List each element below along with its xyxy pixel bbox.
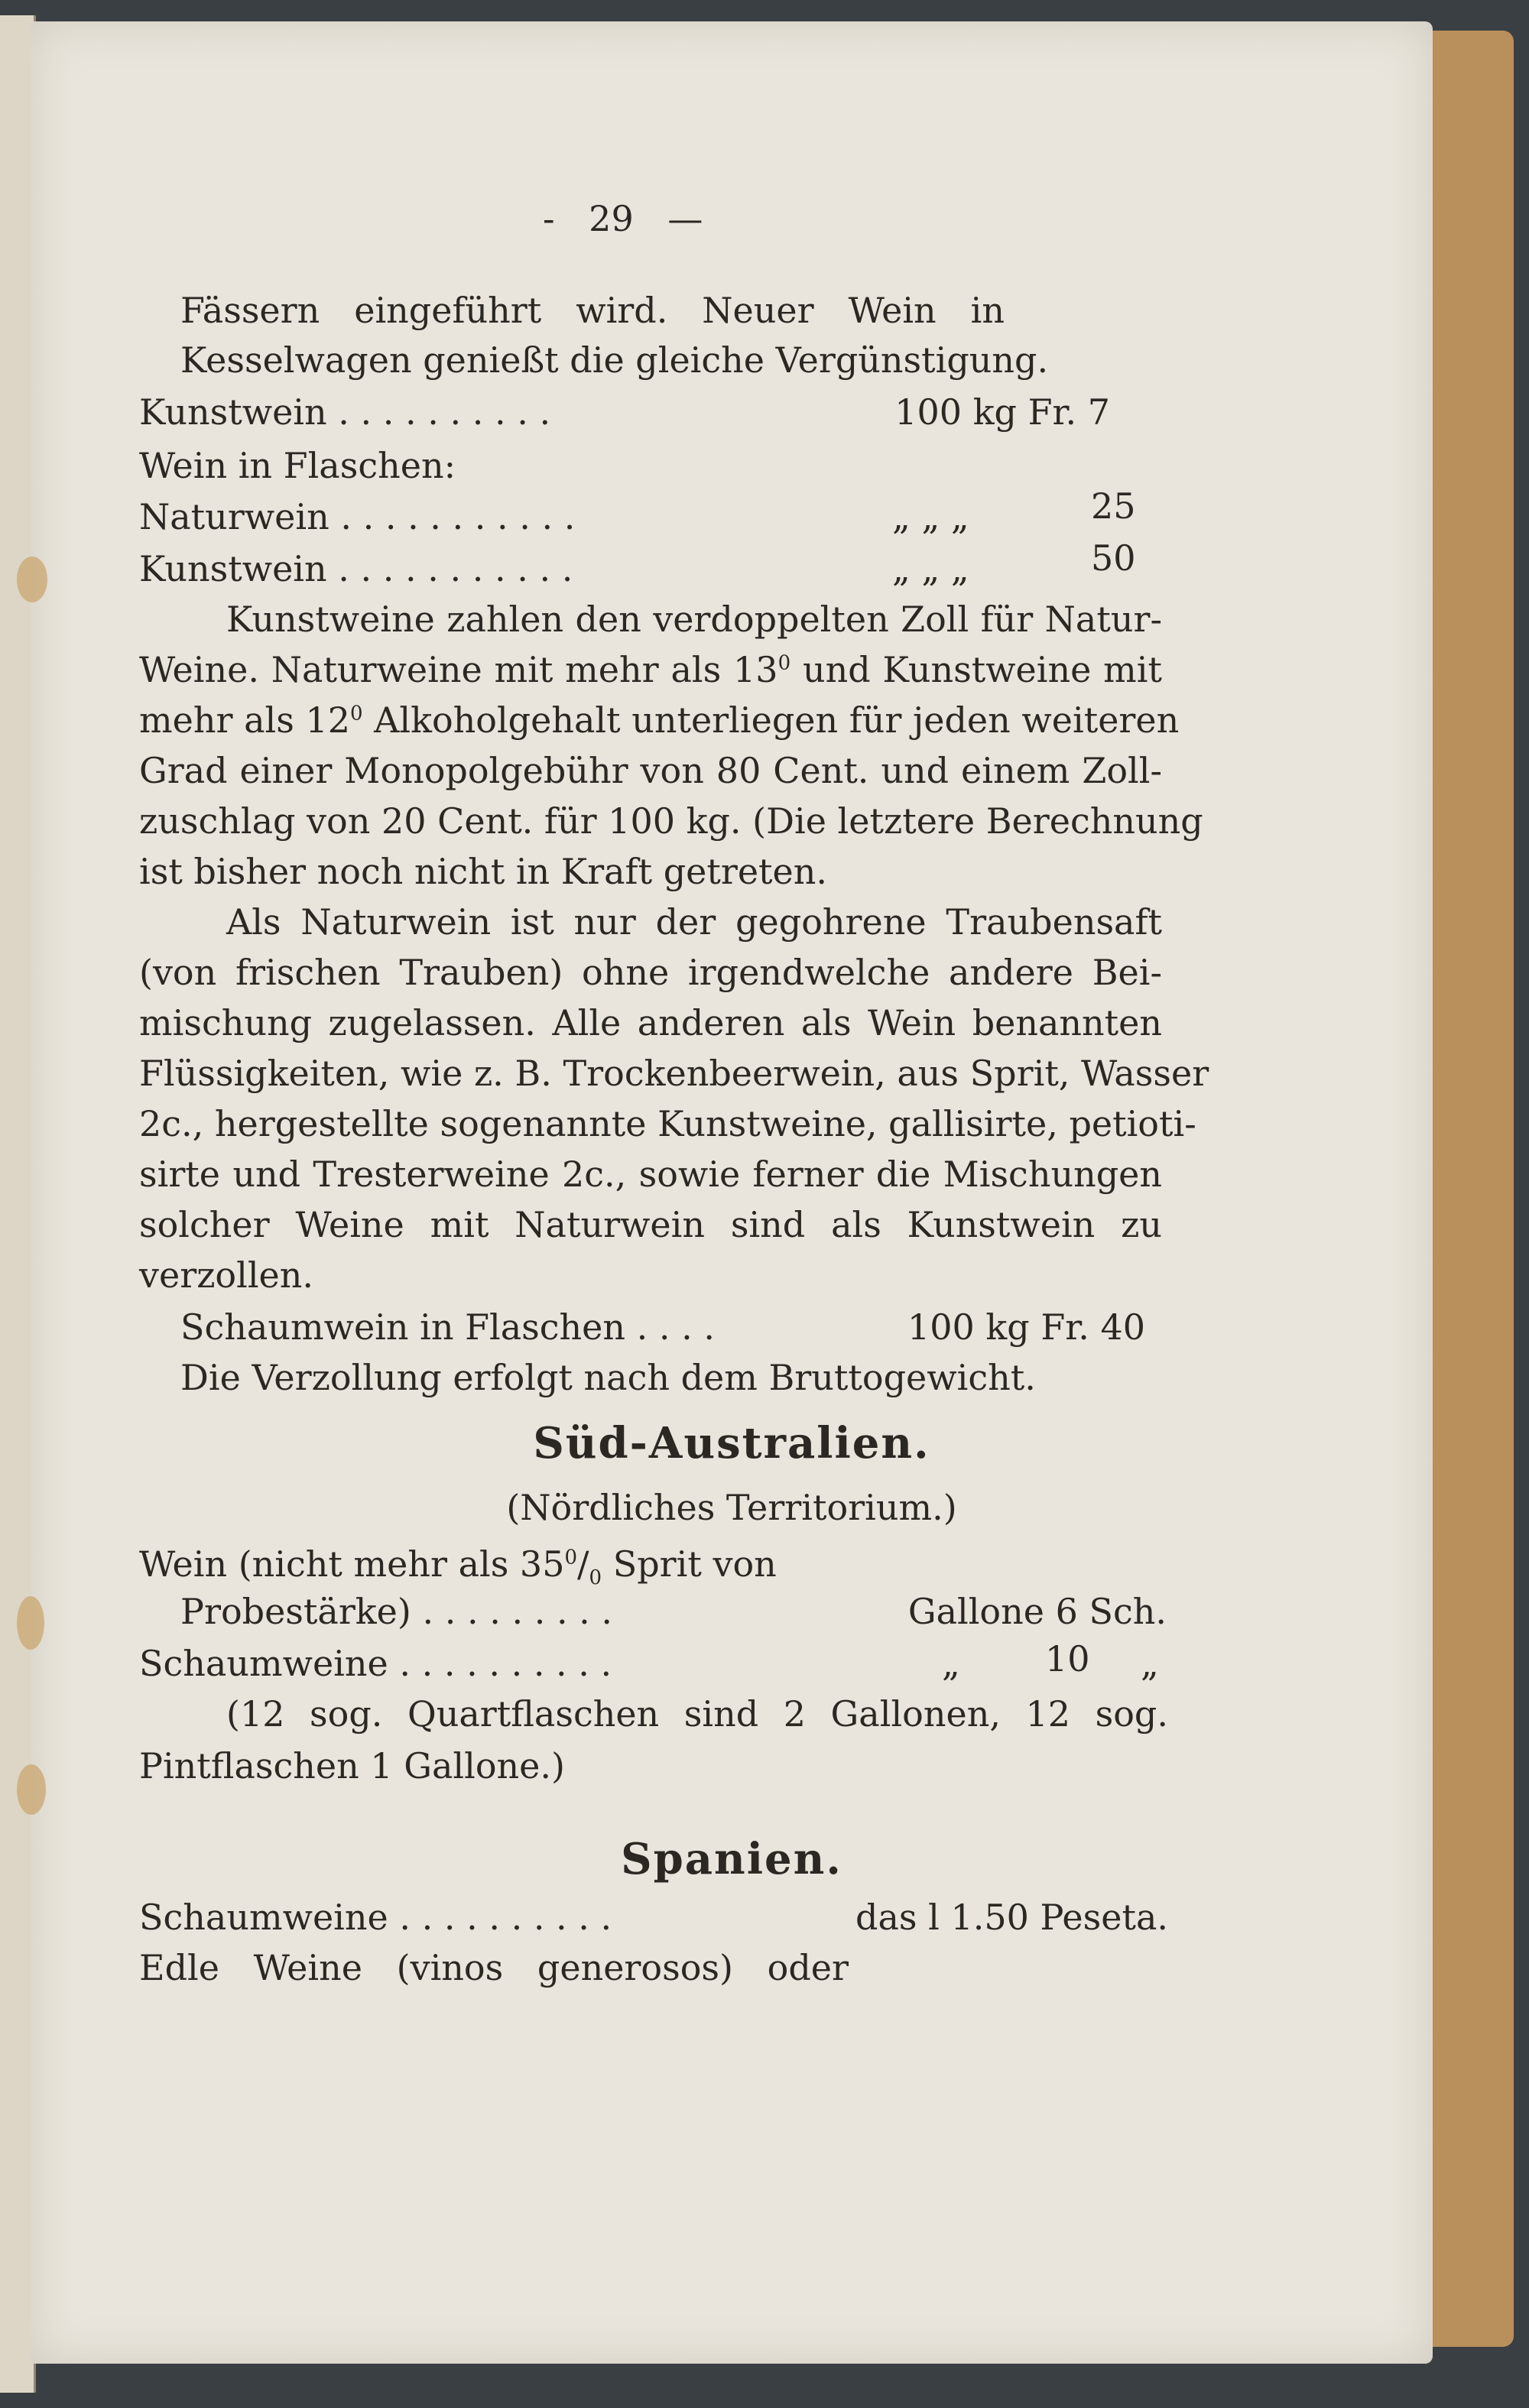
text-line: (von frischen Trauben) ohne irgendwelche andere Bei- [139, 952, 1162, 993]
page-number: 29 [589, 198, 634, 239]
text-line: Als Naturwein ist nur der gegohrene Traubensaft [226, 901, 1162, 943]
ditto-marks: „ „ „ [892, 496, 969, 537]
tariff-row-kunstwein-flaschen [139, 537, 1156, 590]
tariff-value: Gallone 6 Sch. [907, 1591, 1167, 1632]
text-line: Kesselwagen genießt die gleiche Vergünstigung. [180, 339, 1049, 381]
tariff-value: 10 [1045, 1638, 1090, 1679]
text-line: Weine. Naturweine mit mehr als $13^0$ und Kunstweine mit [139, 649, 1162, 690]
text-line: Kunstweine zahlen den verdoppelten Zoll für Natur- [226, 599, 1162, 640]
text-line: sirte und Tresterweine 2c., sowie ferner die Mischungen [139, 1154, 1162, 1195]
text-line: zuschlag von 20 Cent. für 100 kg. (Die letztere Berechnung [139, 800, 1203, 842]
section-subheading: (Nördliches Territorium.) [506, 1487, 957, 1528]
text-line: solcher Weine mit Naturwein sind als Kunstwein zu [139, 1204, 1162, 1245]
text-line: Fässern eingeführt wird. Neuer Wein in [180, 290, 1005, 331]
section-heading-sued-australien: Süd-Australien. [533, 1418, 930, 1468]
ditto-marks: „ [942, 1643, 960, 1684]
tariff-row-wein-probestaerke [180, 1590, 1167, 1633]
tariff-row-schaumweine-spanien [139, 1896, 1168, 1939]
text-line: Edle Weine (vinos generosos) oder [139, 1947, 849, 1988]
tariff-value: das l 1.50 Peseta. [855, 1897, 1168, 1938]
text-line: Pintflaschen 1 Gallone.) [139, 1745, 565, 1787]
text-line: Grad einer Monopolgebühr von 80 Cent. und einem Zoll- [139, 750, 1162, 791]
text-line: ist bisher noch nicht in Kraft getreten. [139, 851, 828, 892]
text-line: Die Verzollung erfolgt nach dem Bruttogewicht. [180, 1357, 1036, 1398]
text-line: Wein in Flaschen: [139, 445, 456, 486]
text-line: Wein (nicht mehr als $35^0/_0$ Sprit von [139, 1543, 777, 1590]
tariff-value: 100 kg Fr. 7 [894, 391, 1110, 433]
section-heading-spanien: Spanien. [621, 1834, 842, 1884]
text-line: verzollen. [139, 1254, 314, 1296]
tariff-value: 50 [1091, 537, 1136, 579]
text-line: (12 sog. Quartflaschen sind 2 Gallonen, 12 sog. [226, 1693, 1168, 1735]
tariff-row-naturwein [139, 485, 1156, 538]
text-line: mischung zugelassen. Alle anderen als Wein benannten [139, 1002, 1162, 1043]
tariff-label: Naturwein . . . . . . . . . . . [139, 496, 576, 537]
tariff-label: Kunstwein . . . . . . . . . . . [139, 548, 573, 589]
page-header [543, 197, 703, 240]
book-page [31, 21, 1433, 2364]
text-line: mehr als $12^0$ Alkoholgehalt unterliegen für jeden weiteren [139, 699, 1180, 741]
tariff-label: Probestärke) . . . . . . . . . [180, 1591, 613, 1632]
tariff-label: Schaumweine . . . . . . . . . . [139, 1643, 612, 1684]
page-dash-right: — [667, 198, 703, 239]
page-dash-left: - [543, 198, 555, 239]
tariff-row-kunstwein [139, 391, 1110, 433]
tariff-label: Schaumweine . . . . . . . . . . [139, 1897, 612, 1938]
text-line: 2c., hergestellte sogenannte Kunstweine, gallisirte, petioti- [139, 1103, 1196, 1144]
tariff-value: 100 kg Fr. 40 [907, 1306, 1145, 1348]
page-content [31, 21, 1433, 2364]
ditto-marks: „ „ „ [892, 548, 969, 589]
tariff-row-schaumweine [139, 1638, 1164, 1685]
tariff-label: Kunstwein . . . . . . . . . . [139, 391, 551, 433]
text-line: Flüssigkeiten, wie z. B. Trockenbeerwein, aus Sprit, Wasser [139, 1053, 1209, 1094]
tariff-value: 25 [1091, 485, 1136, 527]
tariff-row-schaumwein [180, 1306, 1145, 1348]
tariff-label: Schaumwein in Flaschen . . . . [180, 1306, 715, 1348]
ditto-marks: „ [1141, 1643, 1159, 1684]
